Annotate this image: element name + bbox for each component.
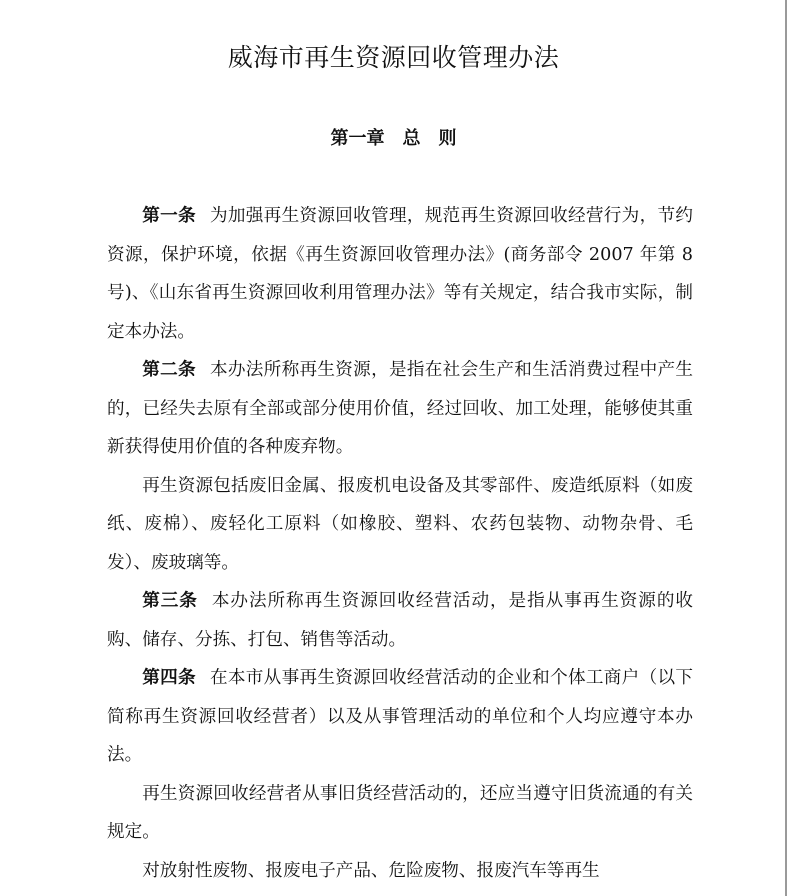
paragraph-article-2 — [107, 351, 693, 467]
paragraph-article-1 — [107, 197, 693, 351]
document-title: 威海市再生资源回收管理办法 — [227, 43, 560, 72]
article-number: 第二条 — [142, 359, 196, 380]
article-number: 第四条 — [142, 667, 196, 688]
paragraph-text: 为加强再生资源回收管理，规范再生资源回收经营行为，节约资源，保护环境，依据《再生资源回收管理办法》(商务部令 2007 年第 8 号)、《山东省再生资源回收利用管理办法》等有关规定，结合我市实际，制定本办法。 — [107, 206, 693, 342]
chapter-heading: 第一章 总 则 — [330, 128, 457, 149]
article-number: 第三条 — [142, 590, 198, 611]
paragraph-text: 本办法所称再生资源回收经营活动，是指从事再生资源的收购、储存、分拣、打包、销售等活动。 — [107, 591, 693, 650]
paragraph-text: 本办法所称再生资源，是指在社会生产和生活消费过程中产生的，已经失去原有全部或部分使用价值，经过回收、加工处理，能够使其重新获得使用价值的各种废弃物。 — [107, 360, 693, 457]
paragraph-text: 对放射性废物、报废电子产品、危险废物、报废汽车等再生 — [142, 860, 600, 881]
paragraph-article-3 — [107, 582, 693, 659]
paragraph-secondhand-goods — [107, 775, 693, 852]
paragraph-text: 再生资源包括废旧金属、报废机电设备及其零部件、废造纸原料（如废纸、废棉）、废轻化工原料（如橡胶、塑料、农药包装物、动物杂骨、毛发）、废玻璃等。 — [107, 475, 693, 573]
paragraph-article-4 — [107, 659, 693, 775]
document-body — [107, 197, 693, 890]
article-number: 第一条 — [142, 205, 196, 226]
paragraph-special-waste — [107, 852, 693, 891]
paragraph-text: 在本市从事再生资源回收经营活动的企业和个体工商户（以下简称再生资源回收经营者）以及从事管理活动的单位和个人均应遵守本办法。 — [107, 668, 693, 765]
paragraph-resource-types — [107, 467, 693, 583]
paragraph-text: 再生资源回收经营者从事旧货经营活动的，还应当遵守旧货流通的有关规定。 — [107, 783, 693, 842]
